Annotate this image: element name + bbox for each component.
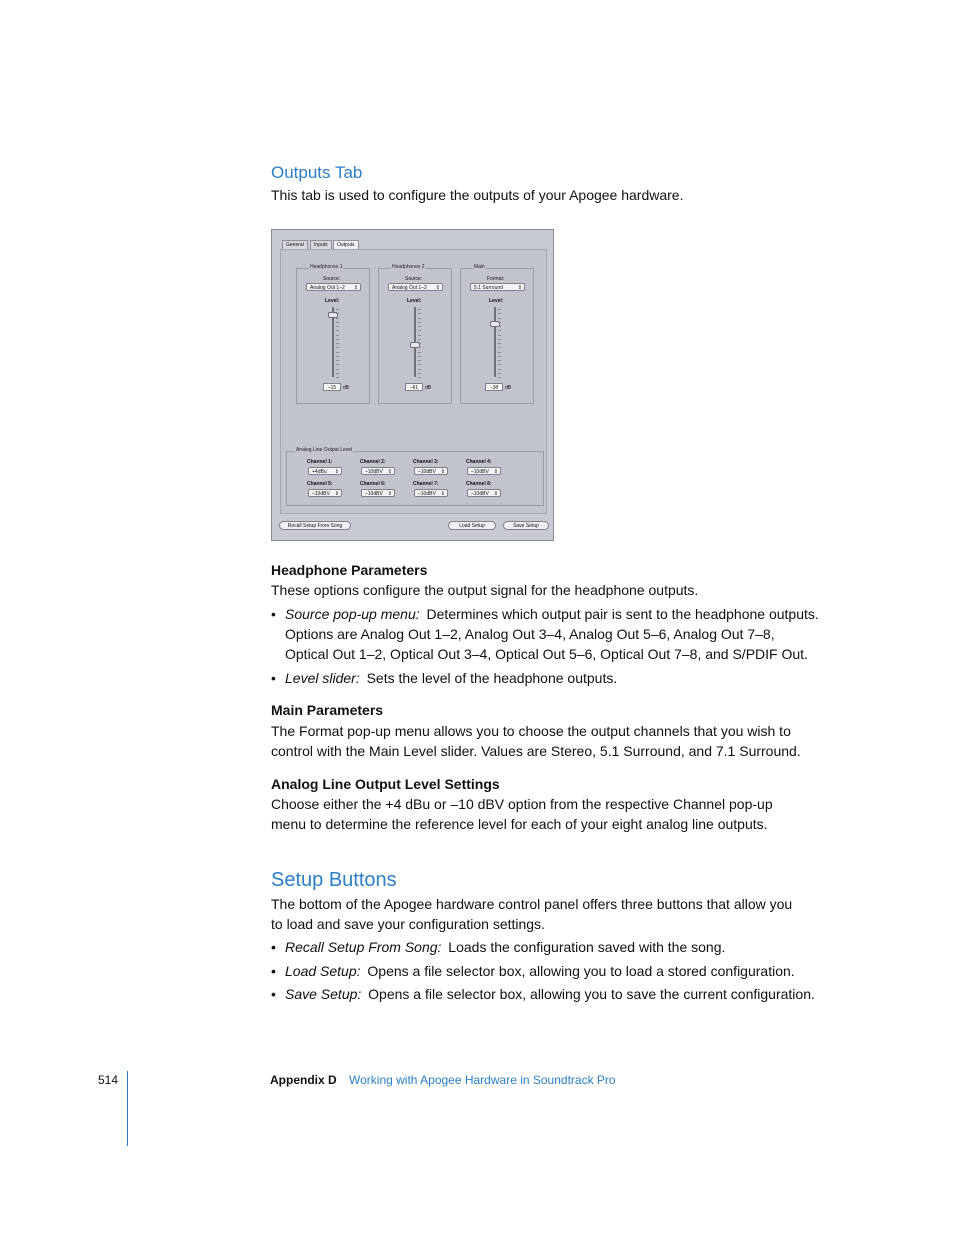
footer-divider: [127, 1071, 128, 1146]
bullet-dot: •: [271, 606, 276, 622]
channel7-value: –10dBV: [418, 491, 436, 497]
slider-tick: [498, 360, 501, 361]
headphone-params-heading: Headphone Parameters: [271, 562, 428, 578]
headphones2-level-value[interactable]: –61: [405, 383, 423, 391]
bullet-level-slider: [271, 668, 618, 688]
popup-arrows-icon: ⇕: [387, 469, 392, 475]
slider-tick: [498, 313, 501, 314]
channel3-value: –10dBV: [418, 469, 436, 475]
outputs-tab-intro: This tab is used to configure the outputs of your Apogee hardware.: [271, 187, 684, 203]
headphones1-source-value: Analog Out 1–2: [310, 285, 345, 291]
headphones2-level-label: Level:: [407, 298, 422, 304]
slider-tick: [418, 313, 421, 314]
slider-tick: [418, 309, 421, 310]
slider-tick: [336, 356, 339, 357]
popup-arrows-icon: ⇕: [435, 285, 440, 291]
headphones2-source-popup[interactable]: [388, 283, 443, 291]
bullet-text: Loads the configuration saved with the song.: [448, 939, 726, 955]
bullet-dot: •: [271, 939, 276, 955]
channel6-value: –10dBV: [365, 491, 383, 497]
slider-tick: [418, 318, 421, 319]
channel3-label: Channel 3:: [413, 459, 439, 465]
main-params-line2: control with the Main Level slider. Values are Stereo, 5.1 Surround, and 7.1 Surround.: [271, 743, 801, 759]
slider-tick: [336, 364, 339, 365]
channel6-label: Channel 6:: [360, 481, 386, 487]
slider-tick: [336, 330, 339, 331]
bullet-dot: •: [271, 670, 276, 686]
headphones2-source-value: Analog Out 1–2: [392, 285, 427, 291]
tab-outputs[interactable]: Outputs: [333, 240, 359, 251]
headphones2-level-ticks: [418, 309, 422, 377]
channel4-popup[interactable]: [467, 467, 501, 475]
slider-tick: [498, 347, 501, 348]
popup-arrows-icon: ⇕: [440, 469, 445, 475]
slider-tick: [498, 339, 501, 340]
slider-tick: [336, 369, 339, 370]
slider-tick: [418, 364, 421, 365]
slider-tick: [498, 352, 501, 353]
main-format-label: Format:: [487, 276, 505, 282]
analog-settings-line1: Choose either the +4 dBu or –10 dBV option from the respective Channel pop-up: [271, 796, 773, 812]
channel1-popup[interactable]: [308, 467, 342, 475]
bullet-term: Load Setup:: [285, 963, 361, 979]
slider-tick: [498, 369, 501, 370]
headphones1-unit: dB: [343, 385, 350, 391]
slider-tick: [336, 309, 339, 310]
headphones1-source-popup[interactable]: [306, 283, 361, 291]
channel1-value: +4dBu: [312, 469, 327, 475]
channel7-popup[interactable]: [414, 489, 448, 497]
analog-settings-line2: menu to determine the reference level for each of your eight analog line outputs.: [271, 816, 768, 832]
slider-tick: [498, 309, 501, 310]
main-title: Main: [474, 264, 485, 270]
slider-tick: [418, 343, 421, 344]
channel2-value: –10dBV: [365, 469, 383, 475]
main-level-label: Level:: [489, 298, 504, 304]
headphones1-level-label: Level:: [325, 298, 340, 304]
main-unit: dB: [505, 385, 512, 391]
slider-tick: [498, 377, 501, 378]
bullet-source-line3: Optical Out 1–2, Optical Out 3–4, Optical Out 5–6, Optical Out 7–8, and S/PDIF Out.: [285, 646, 808, 662]
channel3-popup[interactable]: [414, 467, 448, 475]
bullet-term: Save Setup:: [285, 986, 362, 1002]
save-setup-button[interactable]: Save Setup: [503, 521, 549, 530]
slider-tick: [498, 330, 501, 331]
analog-line-output-group: [286, 447, 544, 506]
bullet-dot: •: [271, 963, 276, 979]
main-format-value: 5.1 Surround: [474, 285, 503, 291]
channel2-label: Channel 2:: [360, 459, 386, 465]
load-setup-button[interactable]: Load Setup: [448, 521, 496, 530]
channel8-value: –10dBV: [471, 491, 489, 497]
bullet-load-setup: [271, 961, 795, 981]
main-level-slider[interactable]: [494, 307, 496, 377]
channel7-label: Channel 7:: [413, 481, 439, 487]
page-number: 514: [98, 1073, 119, 1087]
slider-tick: [336, 313, 339, 314]
analog-settings-heading: Analog Line Output Level Settings: [271, 776, 500, 792]
slider-tick: [498, 318, 501, 319]
main-format-popup[interactable]: [470, 283, 525, 291]
bullet-text: Sets the level of the headphone outputs.: [366, 670, 618, 686]
bullet-save-setup: [271, 984, 815, 1004]
channel4-label: Channel 4:: [466, 459, 492, 465]
slider-tick: [418, 339, 421, 340]
channel5-popup[interactable]: [308, 489, 342, 497]
bullet-text: Opens a file selector box, allowing you to load a stored configuration.: [367, 963, 795, 979]
slider-tick: [336, 339, 339, 340]
channel1-label: Channel 1:: [307, 459, 333, 465]
channel2-popup[interactable]: [361, 467, 395, 475]
slider-tick: [418, 322, 421, 323]
headphones1-level-value[interactable]: –15: [323, 383, 341, 391]
slider-tick: [336, 322, 339, 323]
main-level-ticks: [498, 309, 502, 377]
slider-tick: [498, 343, 501, 344]
outputs-panel-screenshot: [271, 229, 554, 541]
slider-tick: [336, 335, 339, 336]
outputs-tab-content: [280, 249, 547, 514]
main-params-heading: Main Parameters: [271, 702, 384, 718]
slider-tick: [498, 322, 501, 323]
popup-arrows-icon: ⇕: [334, 469, 339, 475]
analog-group-title: Analog Line Output Level: [296, 447, 353, 453]
slider-tick: [336, 360, 339, 361]
slider-tick: [418, 356, 421, 357]
popup-arrows-icon: ⇕: [493, 469, 498, 475]
tab-inputs[interactable]: Inputs: [310, 240, 332, 251]
main-params-line1: The Format pop-up menu allows you to choose the output channels that you wish to: [271, 723, 791, 739]
channel8-label: Channel 8:: [466, 481, 492, 487]
popup-arrows-icon: ⇕: [440, 491, 445, 497]
tab-general[interactable]: General: [282, 240, 308, 251]
slider-tick: [498, 356, 501, 357]
slider-tick: [498, 335, 501, 336]
channel6-popup[interactable]: [361, 489, 395, 497]
slider-tick: [418, 330, 421, 331]
popup-arrows-icon: ⇕: [353, 285, 358, 291]
slider-tick: [336, 347, 339, 348]
footer-appendix: Appendix D: [270, 1073, 337, 1087]
setup-buttons-line1: The bottom of the Apogee hardware control panel offers three buttons that allow you: [271, 896, 793, 912]
channel5-value: –10dBV: [312, 491, 330, 497]
popup-arrows-icon: ⇕: [387, 491, 392, 497]
slider-tick: [336, 326, 339, 327]
slider-tick: [418, 335, 421, 336]
slider-tick: [336, 318, 339, 319]
bullet-source-line2: Options are Analog Out 1–2, Analog Out 3–4, Analog Out 5–6, Analog Out 7–8,: [285, 626, 775, 642]
slider-tick: [336, 352, 339, 353]
slider-tick: [336, 377, 339, 378]
headphones1-source-label: Source:: [323, 276, 341, 282]
slider-tick: [418, 347, 421, 348]
headphones2-source-label: Source:: [405, 276, 423, 282]
slider-tick: [418, 373, 421, 374]
slider-tick: [498, 326, 501, 327]
headphones2-title: Headphones 2: [392, 264, 425, 270]
slider-tick: [418, 352, 421, 353]
bullet-recall-setup: [271, 937, 726, 957]
recall-setup-button[interactable]: Recall Setup From Song: [279, 521, 351, 530]
channel4-value: –10dBV: [471, 469, 489, 475]
section-heading-setup-buttons: Setup Buttons: [271, 869, 397, 891]
headphone-params-intro: These options configure the output signal for the headphone outputs.: [271, 582, 699, 598]
slider-tick: [418, 369, 421, 370]
slider-tick: [418, 360, 421, 361]
setup-buttons-line2: to load and save your configuration settings.: [271, 916, 545, 932]
channel5-label: Channel 5:: [307, 481, 333, 487]
bullet-source-popup: [271, 604, 819, 624]
main-level-value[interactable]: –38: [485, 383, 503, 391]
bullet-dot: •: [271, 986, 276, 1002]
slider-tick: [336, 343, 339, 344]
headphones2-group: [378, 264, 452, 404]
bullet-term: Recall Setup From Song:: [285, 939, 442, 955]
popup-arrows-icon: ⇕: [517, 285, 522, 291]
popup-arrows-icon: ⇕: [493, 491, 498, 497]
section-heading-outputs-tab: Outputs Tab: [271, 163, 363, 182]
bullet-text: Opens a file selector box, allowing you to save the current configuration.: [368, 986, 815, 1002]
slider-tick: [418, 326, 421, 327]
headphones1-level-ticks: [336, 309, 340, 377]
headphones2-unit: dB: [425, 385, 432, 391]
footer-chapter-title: Working with Apogee Hardware in Soundtrack Pro: [349, 1073, 616, 1087]
channel8-popup[interactable]: [467, 489, 501, 497]
bullet-text: Determines which output pair is sent to the headphone outputs.: [426, 606, 819, 622]
slider-tick: [498, 364, 501, 365]
popup-arrows-icon: ⇕: [334, 491, 339, 497]
headphones1-title: Headphones 1: [310, 264, 343, 270]
slider-tick: [336, 373, 339, 374]
headphones1-group: [296, 264, 370, 404]
main-group: [460, 264, 534, 404]
slider-tick: [498, 373, 501, 374]
bullet-term: Level slider:: [285, 670, 360, 686]
slider-tick: [418, 377, 421, 378]
bullet-term: Source pop-up menu:: [285, 606, 420, 622]
